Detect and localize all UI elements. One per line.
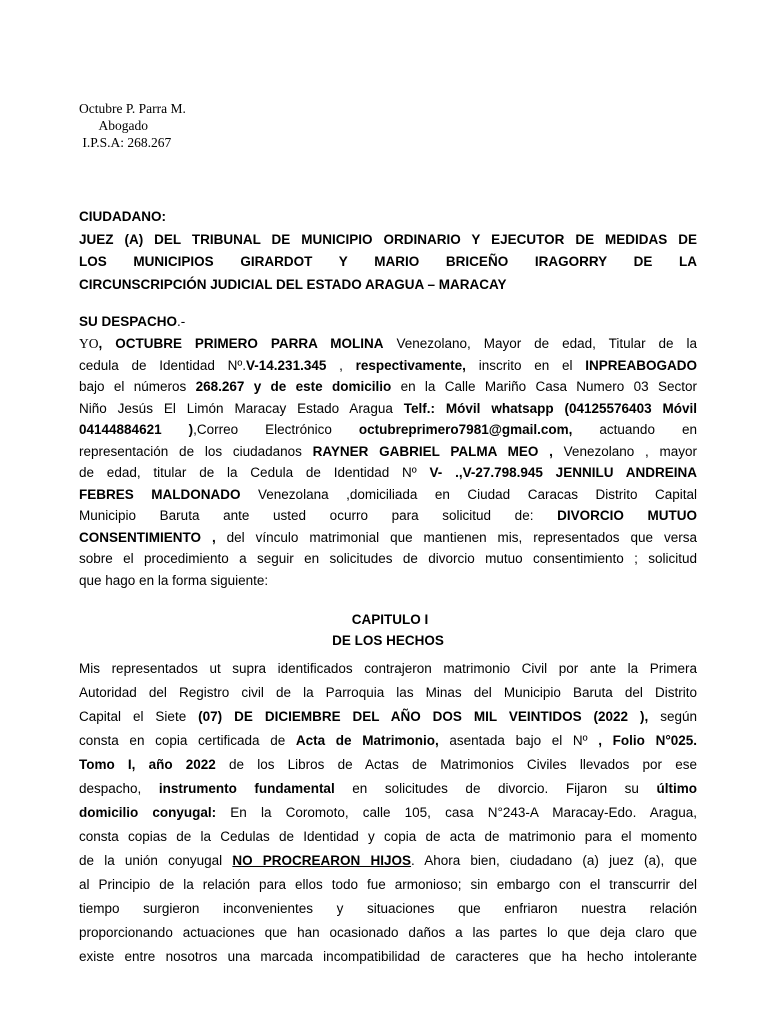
intro-line: que hago en la forma siguiente:	[79, 572, 269, 588]
hechos-line: Tomo I, año 2022 de los Libros de Actas de Matrimonios Civiles llevados por ese	[79, 757, 698, 772]
intro-line: Municipio Baruta ante usted ocurro para solicitud de: DIVORCIO MUTUO	[79, 508, 698, 523]
judge-line-1: JUEZ (A) DEL TRIBUNAL DE MUNICIPIO ORDINARIO Y EJECUTOR DE MEDIDAS DE	[79, 231, 697, 247]
intro-line: representación de los ciudadanos RAYNER GABRIEL PALMA MEO , Venezolano , mayor	[79, 443, 697, 459]
addressee-block	[79, 206, 697, 296]
lawyer-header	[79, 100, 186, 151]
hechos-line: de la unión conyugal NO PROCREARON HIJOS. Ahora bien, ciudadano (a) juez (a), que	[79, 853, 697, 868]
intro-line: Niño Jesús El Limón Maracay Estado Aragua Telf.: Móvil whatsapp (04125576403 Móvil	[79, 400, 697, 416]
intro-paragraph	[79, 333, 697, 591]
lawyer-ipsa: I.P.S.A: 268.267	[79, 135, 172, 150]
hechos-line: Autoridad del Registro civil de la Parroquia las Minas del Municipio Baruta del Distrito	[79, 685, 697, 700]
email-address: octubreprimero7981@gmail.com,	[358, 422, 573, 437]
despacho-line: SU DESPACHO.-	[79, 314, 186, 329]
intro-line: bajo el números 268.267 y de este domicilio en la Calle Mariño Casa Numero 03 Sector	[79, 379, 698, 394]
hechos-line: domicilio conyugal: En la Coromoto, calle 105, casa N°243-A Maracay-Edo. Aragua,	[79, 805, 697, 820]
judge-line-3: CIRCUNSCRIPCIÓN JUDICIAL DEL ESTADO ARAGUA – MARACAY	[79, 276, 507, 292]
hechos-line: al Principio de la relación para ellos todo fue armonioso; sin embargo con el transcurrir del	[79, 877, 697, 892]
ciudadano-label: CIUDADANO:	[79, 209, 166, 224]
judge-line-2: LOS MUNICIPIOS GIRARDOT Y MARIO BRICEÑO IRAGORRY DE LA	[79, 254, 697, 269]
hechos-line: Capital el Siete (07) DE DICIEMBRE DEL AÑO DOS MIL VEINTIDOS (2022 ), según	[79, 709, 697, 724]
hechos-paragraph	[79, 657, 697, 969]
chapter-subtitle: DE LOS HECHOS	[332, 633, 444, 648]
intro-line: cedula de Identidad Nº.V-14.231.345 , respectivamente, inscrito en el INPREABOGADO	[79, 357, 697, 373]
intro-line: FEBRES MALDONADO Venezolana ,domiciliada en Ciudad Caracas Distrito Capital	[79, 486, 698, 502]
chapter-heading	[79, 609, 697, 651]
intro-line: CONSENTIMIENTO , del vínculo matrimonial que mantienen mis, representados que versa	[79, 529, 697, 545]
intro-line: 04144884621 ),Correo Electrónico octubreprimero7981@gmail.com, actuando en	[79, 422, 697, 437]
no-children-statement: NO PROCREARON HIJOS	[232, 853, 412, 868]
hechos-line: Mis representados ut supra identificados contrajeron matrimonio Civil por ante la Primera	[79, 661, 697, 676]
hechos-line: proporcionando actuaciones que han ocasionado daños a las partes lo que deja claro que	[79, 925, 697, 940]
lawyer-name: Octubre P. Parra M.	[79, 101, 186, 116]
intro-line: de edad, titular de la Cedula de Identidad Nº V- .,V-27.798.945 JENNILU ANDREINA	[79, 465, 697, 480]
intro-line: sobre el procedimiento a seguir en solicitudes de divorcio mutuo consentimiento ; solicitud	[79, 551, 697, 566]
chapter-title: CAPITULO I	[351, 612, 429, 627]
hechos-line: existe entre nosotros una marcada incompatibilidad de caracteres que ha hecho intolerante	[79, 949, 697, 964]
hechos-line: tiempo surgieron inconvenientes y situaciones que enfriaron nuestra relación	[79, 901, 697, 916]
hechos-line: consta en copia certificada de Acta de Matrimonio, asentada bajo el Nº , Folio N°025.	[79, 733, 697, 748]
intro-line: YO, OCTUBRE PRIMERO PARRA MOLINA Venezolano, Mayor de edad, Titular de la	[79, 336, 697, 351]
lawyer-title: Abogado	[79, 118, 148, 133]
hechos-line: consta copias de la Cedulas de Identidad y copia de acta de matrimonio para el momento	[79, 829, 697, 844]
hechos-line: despacho, instrumento fundamental en solicitudes de divorcio. Fijaron su último	[79, 781, 697, 796]
